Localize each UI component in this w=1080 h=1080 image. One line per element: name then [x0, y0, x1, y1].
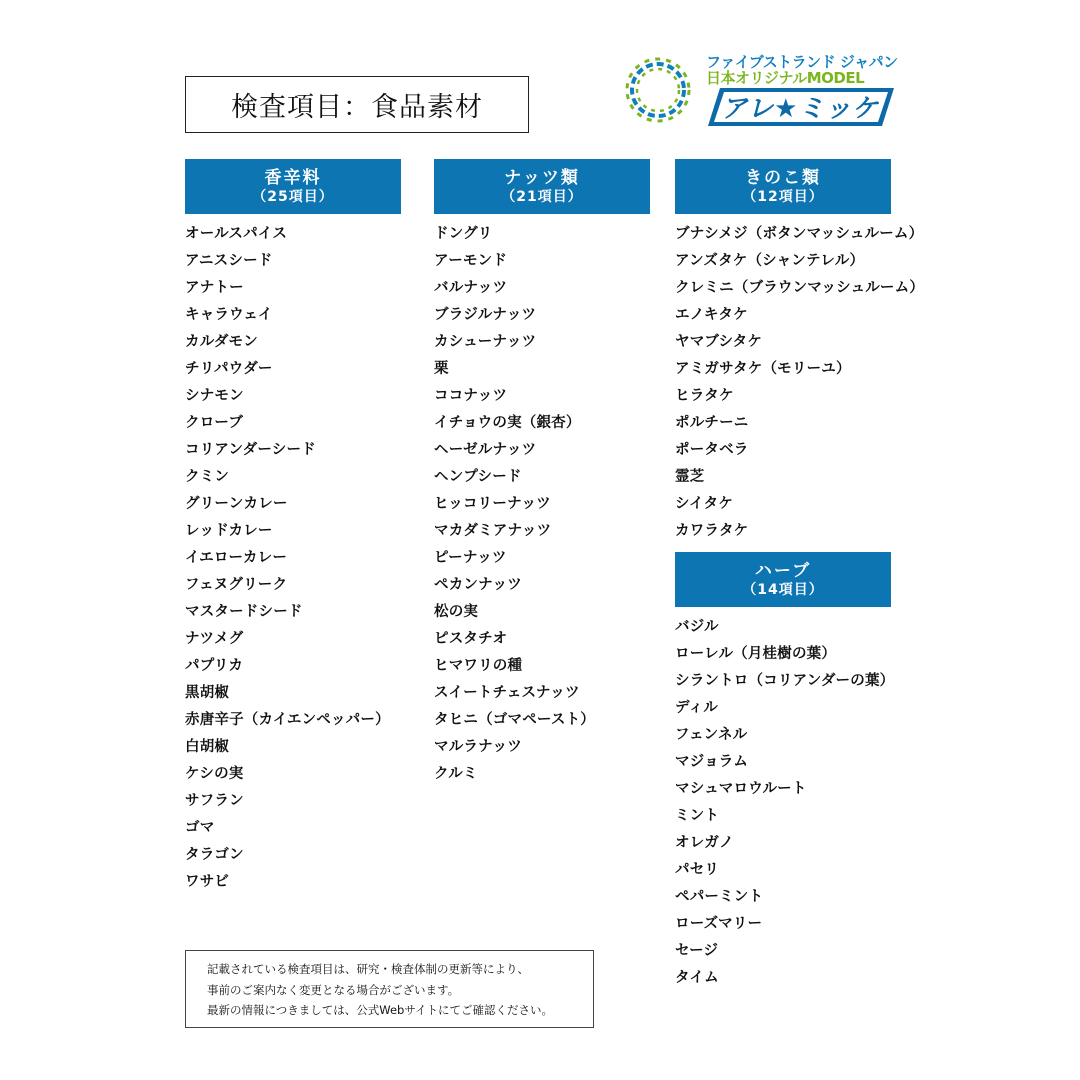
list-item: マスタードシード	[185, 604, 303, 620]
logo-model-label: 日本オリジナルMODEL	[706, 69, 865, 87]
list-item: タイム	[675, 970, 719, 986]
list-item: ヤマブシタケ	[675, 334, 763, 350]
list-item: 白胡椒	[185, 739, 230, 755]
list-item: ピスタチオ	[434, 631, 508, 647]
list-item: ヒラタケ	[675, 388, 734, 404]
list-item: アーモンド	[434, 253, 508, 269]
item-list-spices	[185, 225, 401, 900]
list-item: サフラン	[185, 793, 244, 809]
disclaimer-note	[185, 950, 594, 1028]
list-item: フェヌグリーク	[185, 577, 288, 593]
list-item: キャラウェイ	[185, 307, 273, 323]
note-line: 最新の情報につきましては、公式Webサイトにてご確認ください。	[207, 1003, 554, 1017]
list-item: クルミ	[434, 766, 478, 782]
list-item: バルナッツ	[434, 280, 508, 296]
list-item: イエローカレー	[185, 550, 288, 566]
dna-ring-icon	[622, 54, 694, 126]
category-header-mushrooms	[675, 159, 891, 214]
list-item: ブラジルナッツ	[434, 307, 537, 323]
list-item: ヘンプシード	[434, 469, 522, 485]
category-header-spices	[185, 159, 401, 214]
list-item: アナトー	[185, 280, 244, 296]
list-item: カシューナッツ	[434, 334, 537, 350]
list-item: 松の実	[434, 604, 479, 620]
brand-logo	[622, 50, 902, 132]
list-item: グリーンカレー	[185, 496, 288, 512]
list-item: 霊芝	[675, 469, 705, 485]
list-item: 赤唐辛子（カイエンペッパー）	[185, 712, 390, 728]
column-herbs	[675, 552, 894, 996]
logo-brand-name: ファイブストランド ジャパン	[706, 53, 898, 71]
list-item: ミント	[675, 808, 720, 824]
list-item: オールスパイス	[185, 226, 288, 242]
list-item: ペカンナッツ	[434, 577, 522, 593]
list-item: カルダモン	[185, 334, 258, 350]
page-title: 検査項目：食品素材	[185, 76, 529, 133]
list-item: マシュマロウルート	[675, 781, 807, 797]
list-item: ココナッツ	[434, 388, 508, 404]
list-item: ヘーゼルナッツ	[434, 442, 537, 458]
list-item: シラントロ（コリアンダーの葉）	[675, 673, 895, 689]
list-item: スイートチェスナッツ	[434, 685, 580, 701]
list-item: マルラナッツ	[434, 739, 522, 755]
category-name: きのこ類	[745, 167, 821, 188]
column-nuts	[434, 159, 650, 792]
column-mushrooms	[675, 159, 924, 549]
list-item: ブナシメジ（ボタンマッシュルーム）	[675, 226, 924, 242]
list-item: パセリ	[675, 862, 720, 878]
list-item: ポータベラ	[675, 442, 749, 458]
list-item: ポルチーニ	[675, 415, 749, 431]
logo-badge-text: アレ★ミッケ	[721, 93, 879, 124]
list-item: チリパウダー	[185, 361, 273, 377]
list-item: オレガノ	[675, 835, 734, 851]
list-item: ゴマ	[185, 820, 215, 836]
list-item: フェンネル	[675, 727, 748, 743]
list-item: アミガサタケ（モリーユ）	[675, 361, 851, 377]
list-item: アンズタケ（シャンテレル）	[675, 253, 865, 269]
category-name: 香辛料	[264, 167, 322, 188]
list-item: パプリカ	[185, 658, 244, 674]
list-item: カワラタケ	[675, 523, 749, 539]
list-item: シイタケ	[675, 496, 734, 512]
list-item: コリアンダーシード	[185, 442, 316, 458]
list-item: シナモン	[185, 388, 244, 404]
list-item: タラゴン	[185, 847, 244, 863]
list-item: ディル	[675, 700, 718, 716]
list-item: アニスシード	[185, 253, 273, 269]
list-item: ヒマワリの種	[434, 658, 523, 674]
list-item: ケシの実	[185, 766, 244, 782]
list-item: クローブ	[185, 415, 244, 431]
list-item: クミン	[185, 469, 230, 485]
list-item: 黒胡椒	[185, 685, 230, 701]
list-item: ローレル（月桂樹の葉）	[675, 646, 837, 662]
list-item: イチョウの実（銀杏）	[434, 415, 581, 431]
list-item: レッドカレー	[185, 523, 273, 539]
list-item: セージ	[675, 943, 719, 959]
list-item: ワサビ	[185, 874, 230, 890]
category-header-nuts	[434, 159, 650, 214]
item-list-nuts	[434, 225, 650, 792]
category-count: （12項目）	[742, 188, 824, 205]
list-item: ピーナッツ	[434, 550, 507, 566]
category-count: （25項目）	[252, 188, 334, 205]
column-spices	[185, 159, 401, 900]
category-count: （21項目）	[501, 188, 583, 205]
list-item: ドングリ	[434, 226, 493, 242]
category-name: ハーブ	[754, 560, 812, 581]
list-item: タヒニ（ゴマペースト）	[434, 712, 595, 728]
list-item: ヒッコリーナッツ	[434, 496, 551, 512]
note-line: 事前のご案内なく変更となる場合がございます。	[207, 982, 460, 997]
list-item: バジル	[675, 619, 719, 635]
category-count: （14項目）	[742, 581, 824, 598]
list-item: クレミニ（ブラウンマッシュルーム）	[675, 280, 925, 296]
list-item: マカダミアナッツ	[434, 523, 552, 539]
list-item: エノキタケ	[675, 307, 748, 323]
list-item: 栗	[434, 361, 449, 377]
list-item: ナツメグ	[185, 631, 244, 647]
note-line: 記載されている検査項目は、研究・検査体制の更新等により、	[207, 962, 529, 976]
category-header-herbs	[675, 552, 891, 607]
item-list-mushrooms	[675, 225, 924, 549]
category-name: ナッツ類	[504, 167, 580, 188]
item-list-herbs	[675, 618, 894, 996]
list-item: マジョラム	[675, 754, 749, 770]
list-item: ペパーミント	[675, 889, 764, 905]
list-item: ローズマリー	[675, 916, 763, 932]
